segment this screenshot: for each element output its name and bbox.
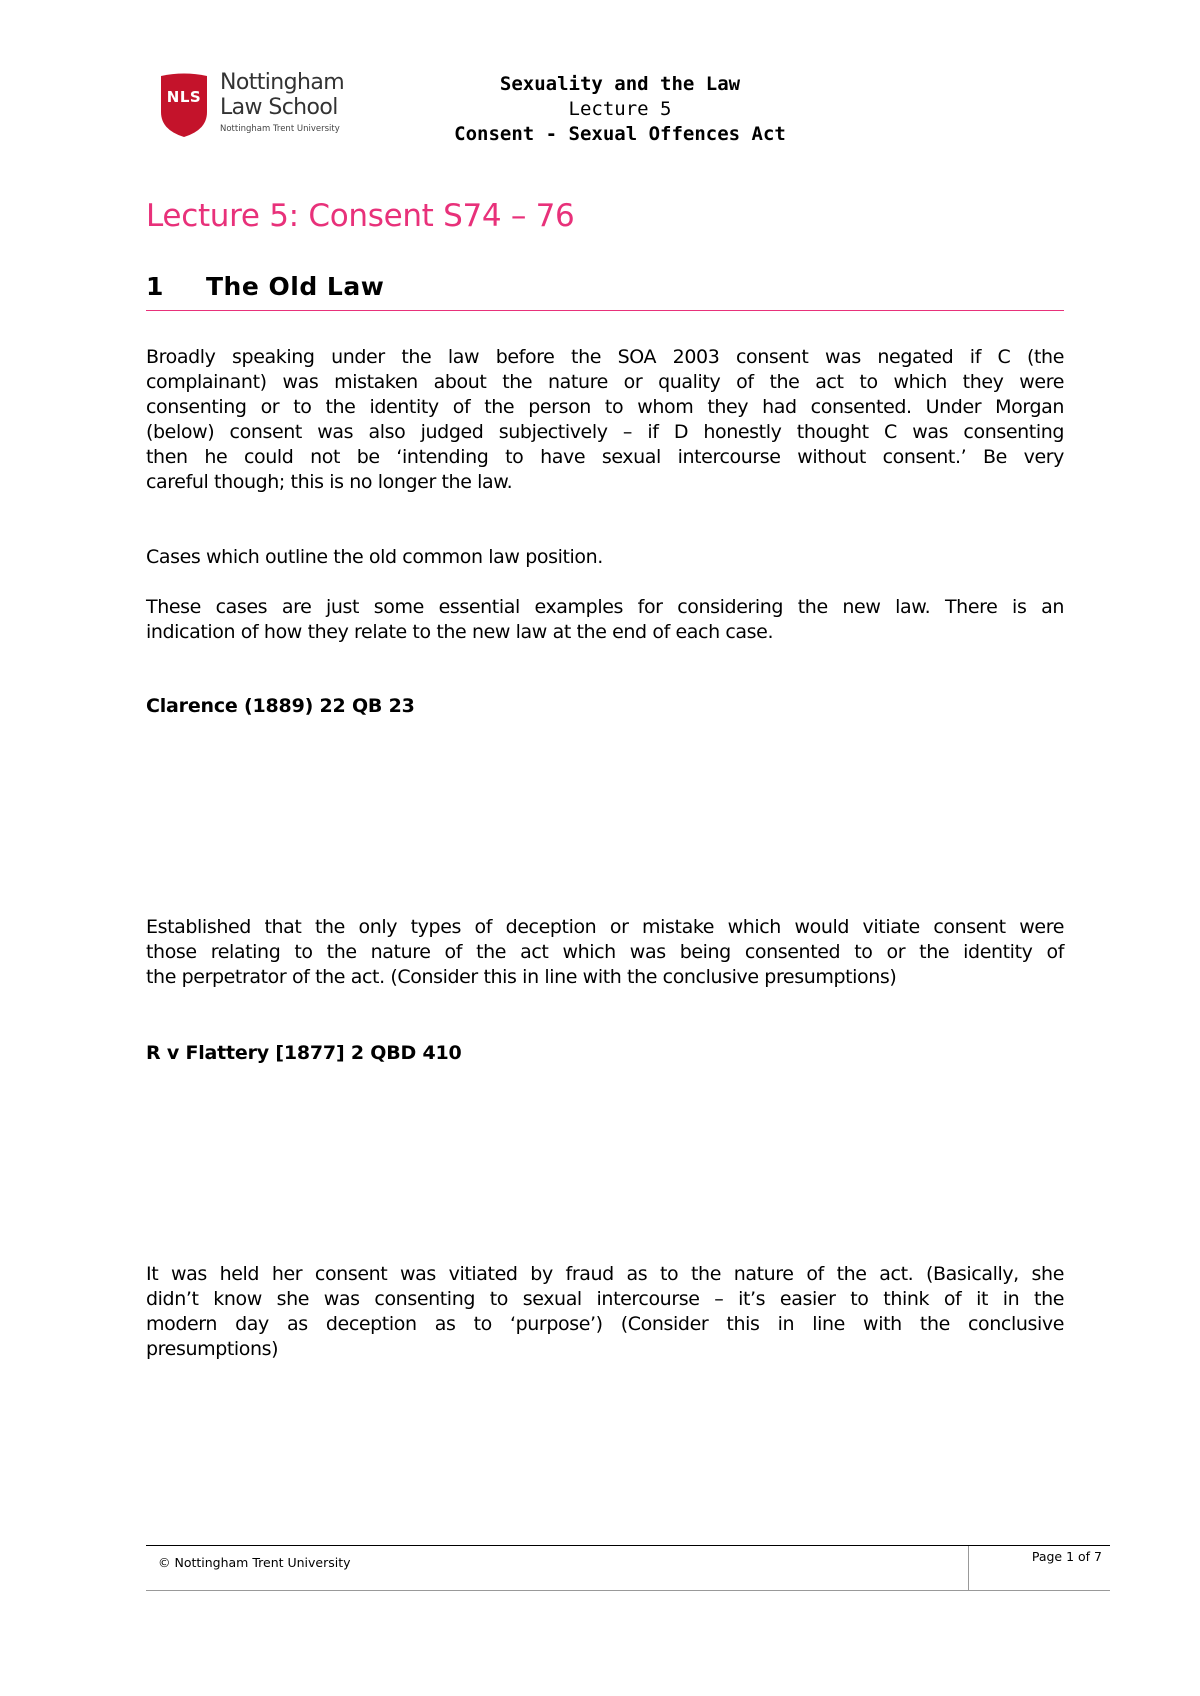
text-line: didn’t know she was consenting to sexual intercourse – it’s easier to think of it in the (146, 1288, 1064, 1310)
footer-copyright: © Nottingham Trent University (158, 1555, 351, 1570)
logo-name-line1: Nottingham (220, 70, 345, 95)
page-number: Page 1 of 7 (1031, 1549, 1102, 1564)
text-line: Cases which outline the old common law position. (146, 546, 603, 568)
paragraph-flattery (146, 1262, 1064, 1362)
text-line: consenting or to the identity of the person to whom they had consented. Under Morgan (146, 396, 1064, 418)
page-title: Lecture 5: Consent S74 – 76 (146, 198, 575, 234)
case-heading-clarence: Clarence (1889) 22 QB 23 (146, 695, 415, 717)
text-line: Established that the only types of deception or mistake which would vitiate consent were (146, 916, 1064, 938)
section-heading (146, 272, 1064, 311)
text-line: those relating to the nature of the act which was being consented to or the identity of (146, 941, 1064, 963)
header-topic: Consent - Sexual Offences Act (454, 123, 786, 145)
text-line: modern day as deception as to ‘purpose’) (Consider this in line with the conclusive (146, 1313, 1064, 1335)
text-line: complainant) was mistaken about the nature or quality of the act to which they were (146, 371, 1064, 393)
section-number: 1 (146, 272, 164, 301)
page-footer (146, 1545, 1110, 1591)
paragraph-clarence (146, 915, 1064, 990)
text-line: (below) consent was also judged subjectively – if D honestly thought C was consenting (146, 421, 1064, 443)
paragraph-cases-intro (146, 545, 1064, 570)
header-course: Sexuality and the Law (499, 73, 741, 95)
text-line: then he could not be ‘intending to have sexual intercourse without consent.’ Be very (146, 446, 1064, 468)
logo-subtitle: Nottingham Trent University (220, 124, 340, 134)
text-line: These cases are just some essential examples for considering the new law. There is an (146, 596, 1064, 618)
text-line: the perpetrator of the act. (Consider this in line with the conclusive presumptions) (146, 966, 897, 988)
paragraph-cases-note (146, 595, 1064, 645)
nls-logo (158, 72, 348, 138)
text-line: It was held her consent was vitiated by fraud as to the nature of the act. (Basically, she (146, 1263, 1064, 1285)
text-line: Broadly speaking under the law before the SOA 2003 consent was negated if C (the (146, 346, 1064, 368)
logo-name-line2: Law School (220, 95, 338, 120)
paragraph-old-law (146, 345, 1064, 495)
logo-badge-text: NLS (166, 88, 202, 106)
text-line: indication of how they relate to the new law at the end of each case. (146, 621, 774, 643)
text-line: careful though; this is no longer the law. (146, 471, 513, 493)
header-lecture: Lecture 5 (568, 98, 672, 120)
case-heading-flattery: R v Flattery [1877] 2 QBD 410 (146, 1042, 462, 1064)
document-header (440, 72, 800, 147)
text-line: presumptions) (146, 1338, 279, 1360)
section-title: The Old Law (206, 272, 385, 301)
footer-divider (968, 1546, 969, 1590)
